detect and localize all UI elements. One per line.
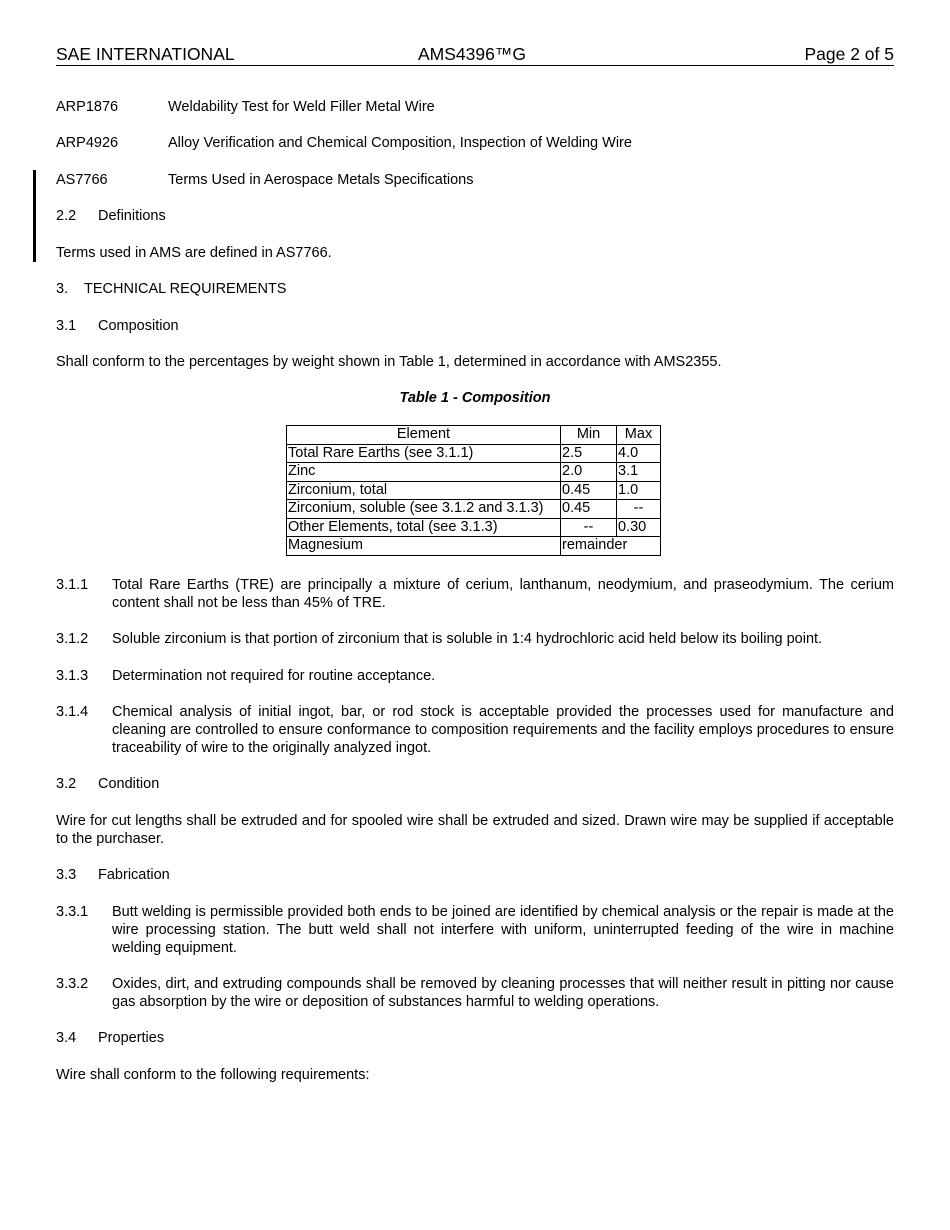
section-number: 3.4 xyxy=(56,1030,77,1046)
section-number: 3.3 xyxy=(56,867,77,883)
subsection-number: 3.1.3 xyxy=(56,668,89,684)
table-row xyxy=(287,518,661,537)
subsection-text: Chemical analysis of initial ingot, bar, or rod stock is acceptable provided the processes used for manufacture and cleaning are controlled to ensure conformance to composition requirements and the facility employs procedures to ensure traceability of wire to the originally analyzed ingot. xyxy=(112,704,894,756)
min-max-cell: remainder xyxy=(561,537,661,556)
properties-text: Wire shall conform to the following requirements: xyxy=(56,1067,370,1083)
element-cell: Zinc xyxy=(287,463,561,482)
header-doc-id: AMS4396™G xyxy=(418,44,526,64)
subsection-text: Total Rare Earths (TRE) are principally a mixture of cerium, lanthanum, neodymium, and praseodymium. The cerium content shall not be less than 45% of TRE. xyxy=(112,577,894,611)
reference-title: Weldability Test for Weld Filler Metal Wire xyxy=(168,99,435,115)
column-header-element: Element xyxy=(287,426,561,445)
element-cell: Magnesium xyxy=(287,537,561,556)
revision-change-bar xyxy=(33,170,36,262)
section-number: 3.2 xyxy=(56,776,77,792)
min-cell: 0.45 xyxy=(561,500,617,519)
condition-text: Wire for cut lengths shall be extruded and for spooled wire shall be extruded and sized. Drawn wire may be supplied if acceptable to the purchaser. xyxy=(56,813,894,847)
table-row xyxy=(287,481,661,500)
max-cell: 1.0 xyxy=(617,481,661,500)
section-title: Properties xyxy=(98,1030,165,1046)
element-cell: Total Rare Earths (see 3.1.1) xyxy=(287,444,561,463)
min-cell: -- xyxy=(561,518,617,537)
reference-title: Terms Used in Aerospace Metals Specifications xyxy=(168,172,474,188)
subsection-number: 3.1.4 xyxy=(56,704,89,720)
max-cell: 3.1 xyxy=(617,463,661,482)
max-cell: 0.30 xyxy=(617,518,661,537)
min-cell: 2.0 xyxy=(561,463,617,482)
subsection-number: 3.1.2 xyxy=(56,631,89,647)
section-title: TECHNICAL REQUIREMENTS xyxy=(84,281,287,297)
table-row xyxy=(287,444,661,463)
element-cell: Zirconium, total xyxy=(287,481,561,500)
section-title: Composition xyxy=(98,318,179,334)
section-number: 3.1 xyxy=(56,318,77,334)
subsection-text: Oxides, dirt, and extruding compounds shall be removed by cleaning processes that will neither result in pitting nor cause gas absorption by the wire or deposition of substances harmful to welding operations. xyxy=(112,976,894,1010)
section-title: Definitions xyxy=(98,208,166,224)
composition-table xyxy=(286,425,661,556)
table-row xyxy=(287,463,661,482)
subsection-text: Butt welding is permissible provided both ends to be joined are identified by chemical analysis or the repair is made at the wire processing station. The butt weld shall not interfere with uniform, uninterrupted feeding of the wire in machine welding equipment. xyxy=(112,904,894,956)
reference-title: Alloy Verification and Chemical Composition, Inspection of Welding Wire xyxy=(168,135,632,151)
max-cell: -- xyxy=(617,500,661,519)
reference-code: AS7766 xyxy=(56,172,108,188)
header-org: SAE INTERNATIONAL xyxy=(56,44,235,64)
subsection-number: 3.1.1 xyxy=(56,577,89,593)
min-cell: 2.5 xyxy=(561,444,617,463)
element-cell: Other Elements, total (see 3.1.3) xyxy=(287,518,561,537)
section-title: Condition xyxy=(98,776,160,792)
section-title: Fabrication xyxy=(98,867,170,883)
composition-text: Shall conform to the percentages by weight shown in Table 1, determined in accordance with AMS2355. xyxy=(56,354,722,370)
reference-code: ARP4926 xyxy=(56,135,119,151)
table-row xyxy=(287,500,661,519)
min-cell: 0.45 xyxy=(561,481,617,500)
subsection-number: 3.3.1 xyxy=(56,904,89,920)
subsection-number: 3.3.2 xyxy=(56,976,89,992)
section-number: 2.2 xyxy=(56,208,77,224)
header-page-number: Page 2 of 5 xyxy=(804,44,894,64)
definitions-text: Terms used in AMS are defined in AS7766. xyxy=(56,245,332,261)
subsection-text: Soluble zirconium is that portion of zirconium that is soluble in 1:4 hydrochloric acid held below its boiling point. xyxy=(112,631,823,647)
section-number: 3. xyxy=(56,281,69,297)
table-header-row xyxy=(287,426,661,445)
subsection-text: Determination not required for routine acceptance. xyxy=(112,668,436,684)
table-caption: Table 1 - Composition xyxy=(399,390,551,406)
max-cell: 4.0 xyxy=(617,444,661,463)
column-header-max: Max xyxy=(617,426,661,445)
column-header-min: Min xyxy=(561,426,617,445)
element-cell: Zirconium, soluble (see 3.1.2 and 3.1.3) xyxy=(287,500,561,519)
page-header xyxy=(56,43,894,66)
table-row xyxy=(287,537,661,556)
reference-code: ARP1876 xyxy=(56,99,119,115)
